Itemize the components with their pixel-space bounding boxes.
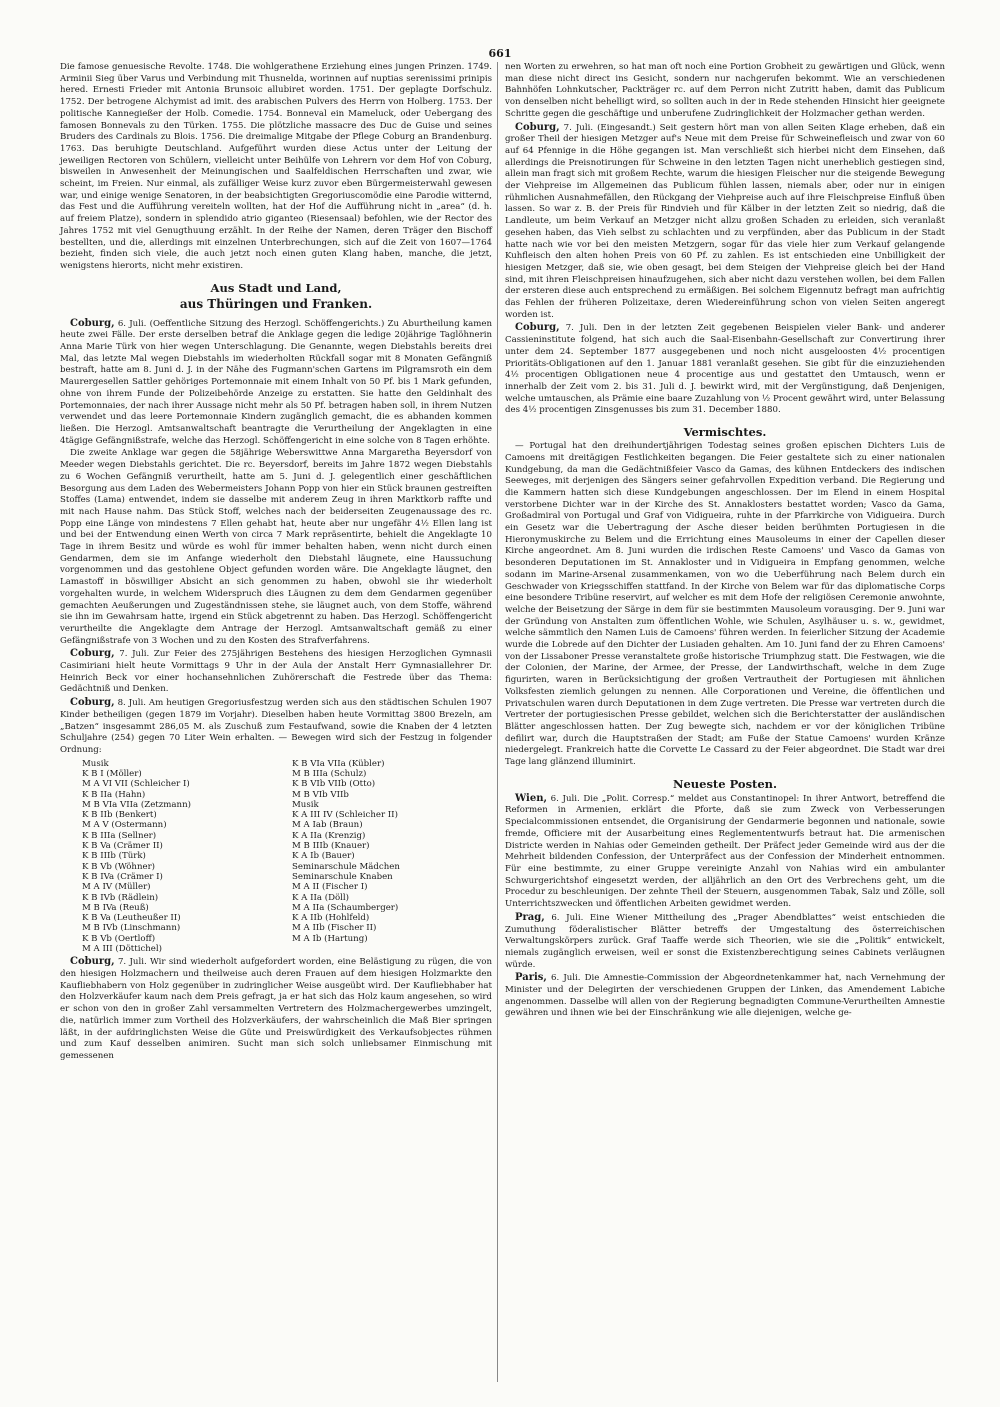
article-body: 7. Juli. Wir sind wiederholt aufgefordert worden, eine Belästigung zu rügen, die von den hiesigen Holzmachern und theilweise auch deren Frauen auf dem hiesigen Holzmarkte den Kaufliebhabern von Holz gegenüber in zudringlicher Weise ausgeübt wird. Der Kaufliebhaber hat den Holzverkäufer kaum nach dem Preis gefragt, ja er hat sich das Holz kaum angesehen, so wird er schon von den in großer Zahl versammelten Vertretern des Holzmachergewerbes umzingelt, die, natürlich immer zum Vortheil des Holzverkäufers, der wahrscheinlich die Maß Bier springen läßt, in der aufdringlichsten Weise die Güte und Preiswürdigkeit des Verkaufsobjectes rühmen und zum Kauf desselben animiren. Sucht man sich solch unliebsamer Einmischung mit gemessenen <box>60 957 492 1061</box>
section-heading: Aus Stadt und Land, <box>210 280 342 295</box>
order-entry: M B IVb (Linschmann) <box>82 923 181 934</box>
order-entry: M A II (Fischer I) <box>292 882 368 893</box>
order-entry: K B IIIa (Sellner) <box>82 830 157 841</box>
order-entry: M A Ib (Hartung) <box>292 933 368 944</box>
order-entry: M B IIIb (Knauer) <box>292 841 370 852</box>
order-entry: Musik <box>292 799 319 810</box>
dateline: Prag, <box>515 911 545 923</box>
order-entry: M B IVa (Reuß) <box>82 902 149 913</box>
article-coburg-1 <box>60 318 492 448</box>
article-coburg-4 <box>60 956 492 1062</box>
order-entry: M A III (Döttichel) <box>82 944 162 955</box>
order-entry: K B VIb VIIb (Otto) <box>292 779 376 790</box>
order-entry: K B VIa VIIa (Kübler) <box>292 758 385 769</box>
right-column <box>505 62 945 1021</box>
order-entry: M B IIIa (Schulz) <box>292 768 367 779</box>
dateline: Coburg, <box>70 317 115 329</box>
order-entry: K B Va (Crämer II) <box>82 841 163 852</box>
article-prag <box>505 912 945 972</box>
order-entry: K B Vb (Oertloff) <box>82 933 156 944</box>
order-entry: K A IIa (Krenzig) <box>292 830 366 841</box>
article-coburg-3 <box>60 697 492 757</box>
order-entry: M B VIa VIIa (Zetzmann) <box>82 799 191 810</box>
intro-paragraph: Die famose genuesische Revolte. 1748. Die wohlgerathene Erziehung eines jungen Prinzen. 1749. Arminii Sieg über Varus und Verbindung mit Thusnelda, worinnen auf nuptias serenissimi prinipis hered. Ernesti Frieder mit Antonia Brunsoic allubiret worden. 1751. Der geplagte Dorfschulz. 1752. Der betrogene Alchymist ad imit. des arabischen Pulvers des Herrn von Holberg. 1753. Der politische Kannegießer der Holb. Comedie. 1754. Bonneval ein Mameluck, oder Uebergang des famosen Bonnevals zu den Türken. 1755. Die plötzliche massacre des Duc de Guise und seines Bruders des Cardinals zu Blois. 1756. Die dreimalige Mitgabe der Pflege Coburg an Brandenburg. 1763. Das beruhigte Deutschland. Aufgeführt wurden diese Actus unter der Leitung der jeweiligen Rectoren von Schülern, vielleicht unter Beihülfe von Lehrern vor dem Hof von Coburg, bisweilen in Anwesenheit der Meinungischen und Saalfeldischen Herrschaften und zwar, wie scheint, im Freien. Nur einmal, als zufälliger Weise kurz zuvor eben Bürgermeisterwahl gewesen war, und einige wenige Senatoren, in der beabsichtigten Gregoriuscomödie eine Parodie witternd, das Fest und die Aufführung vereiteln wollten, hat der Hof die Aufführung nicht in „area“ (d. h. auf freiem Platze), sondern in splendido atrio giganteo (Riesensaal) befohlen, wie der Rector des Jahres 1752 mit viel Genugthuung erzählt. In der Reihe der Namen, deren Träger den Bischoff bestellten, und die, allerdings mit einzelnen Unterbrechungen, sich auf die Zeit von 1607—1764 bezieht, finden sich viele, die auch jetzt noch einen guten Klang haben, manche, die jetzt, wenigstens hierorts, nicht mehr existiren. <box>60 62 492 271</box>
dateline: Coburg, <box>515 322 560 334</box>
order-entry: M A VI VII (Schleicher I) <box>82 779 190 790</box>
article-coburg-2 <box>60 648 492 696</box>
dateline: Coburg, <box>70 697 115 709</box>
order-entry: K A IIb (Hohlfeld) <box>292 913 370 924</box>
article-paris <box>505 972 945 1020</box>
order-entry: Musik <box>82 758 109 769</box>
order-entry: Seminarschule Mädchen <box>292 861 400 872</box>
order-entry: M A IIb (Fischer II) <box>292 923 377 934</box>
order-entry: M B VIb VIIb <box>292 789 349 800</box>
order-entry: K B Va (Leutheußer II) <box>82 913 181 924</box>
article-body: 7. Juli. (Eingesandt.) Seit gestern hört man von allen Seiten Klage erheben, daß ein großer Theil der hiesigen Metzger auf's Neue mit dem Preise für Schweinefleisch und zwar von 60 auf 64 Pfennige in die Höhe gegangen ist. Man verschließt sich hierbei nicht dem Einsehen, daß allerdings die Preisnotirungen für Schweine in den letzten Tagen nicht unerheblich gestiegen sind, allein man fragt sich mit großem Rechte, warum die hiesigen Fleischer nur die steigende Bewegung der Viehpreise im Allgemeinen das Publicum fühlen lassen, niemals aber, oder nur in einigen rühmlichen Ausnahmefällen, den Rückgang der Viehpreise auch auf ihre Fleischpreise Einfluß üben lassen. So war z. B. der Preis für Rindvieh und für Kälber in der letzten Zeit so niedrig, daß die Landleute, um beim Verkauf an Metzger nicht allzu großen Schaden zu erleiden, sich veranlaßt gesehen haben, das Vieh selbst zu schlachten und zu verpfünden, aber das Publicum in der Stadt hatte nach wie vor bei den meisten Metzgern, sogar für das viele hier zum Verkauf gelangende Kuhfleisch den alten hohen Preis von 60 Pf. zu zahlen. Es ist entschieden eine Unbilligkeit der hiesigen Metzger, daß sie, wie oben gesagt, bei dem Steigen der Viehpreise gleich bei der Hand sind, mit ihren Fleischpreisen hinaufzugehen, sich aber nicht dazu verstehen wollen, bei dem Fallen der ersteren diese auch entsprechend zu ermäßigen. Bei solchem Eigennutz befragt man aufrichtig das Fehlen der früheren Polizeitaxe, deren Wiedereinführung schon von vielen Seiten angeregt worden ist. <box>505 122 946 320</box>
order-entry: Seminarschule Knaben <box>292 871 393 882</box>
order-entry: K B Vb (Wöhner) <box>82 861 156 872</box>
article-wien <box>505 793 945 911</box>
article-body: 6. Juli. Die Amnestie-Commission der Abgeordnetenkammer hat, nach Vernehmung der Minister und der Delegirten der verschiedenen Gruppen der Linken, das Amendement Labiche angenommen. Dasselbe will allen von der Regierung begnadigten Commune-Verurtheilten Amnestie gewähren und ihnen wie bei der Einschränkung wie alle diejenigen, welche ge- <box>505 973 946 1019</box>
order-entry <box>292 944 492 954</box>
order-col-2 <box>292 759 492 955</box>
order-entry: K B I (Möller) <box>82 768 142 779</box>
article-body: 7. Juli. Den in der letzten Zeit gegebenen Beispielen vieler Bank- und anderer Cassieninstitute folgend, hat sich auch die Saal-Eisenbahn-Gesellschaft zur Convertirung ihrer unter dem 24. September 1877 ausgegebenen und noch nicht ausgeloosten 4½ procentigen Prioritäts-Obligationen auf den 1. Januar 1881 veranlaßt gesehen. Sie gibt für die einzuziehenden 4½ procentigen Obligationen neue 4 procentige aus und gestattet den Umtausch, wenn er innerhalb der Zeit vom 2. bis 31. Juli d. J. bewirkt wird, mit der Vergünstigung, daß Denjenigen, welche umtauschen, als Prämie eine baare Zuzahlung von ½ Procent gewährt wird, unter Belassung des 4½ procentigen Zinsgenusses bis zum 31. December 1880. <box>505 323 945 416</box>
article-body: 8. Juli. Am heutigen Gregoriusfestzug werden sich aus den städtischen Schulen 1907 Kinder betheiligen (gegen 1879 im Vorjahr). Dieselben haben heute Vormittag 3800 Brezeln, am „Batzen“ insgesammt 286,05 M. als Zuschuß zum Festaufwand, sowie die Knaben der 4 letzten Schuljahre (254) gegen 70 Liter Wein erhalten. — Bewegen wird sich der Festzug in folgender Ordnung: <box>60 698 492 755</box>
article-body: 6. Juli. (Oeffentliche Sitzung des Herzogl. Schöffengerichts.) Zu Aburtheilung kamen heute zwei Fälle. Der erste derselben betraf die Anklage gegen die ledige 20jährige Taglöhnerin Anna Marie Türk von hier wegen Unterschlagung. Die Genannte, wegen Diebstahls bereits drei Mal, das letzte Mal wegen Diebstahls im wiederholten Rückfall sogar mit 8 Monaten Gefängniß bestraft, hatte am 8. Juni d. J. in der Nähe des Fugmann'schen Gartens im Pilgramsroth ein dem Maurergesellen Sattler gehöriges Portemonnaie mit einem Inhalt von 50 Pf. bis 1 Mark gefunden, ohne von ihrem Funde der Polizeibehörde Anzeige zu erstatten. Sie hatte den Geldinhalt des Portemonnaies, der nach ihrer Aussage nicht mehr als 50 Pf. betragen haben soll, in ihrem Nutzen verwendet und das leere Portemonnaie Kindern zugänglich gemacht, die es abhanden kommen ließen. Die Herzogl. Amtsanwaltschaft beantragte die Verurtheilung der Angeklagten in eine 4tägige Gefängnißstrafe, welche das Herzogl. Schöffengericht in eine solche von 8 Tagen erhöhte. <box>60 318 492 446</box>
order-brace-note: (Otto) <box>346 779 376 790</box>
order-entry: M A Iab (Braun) <box>292 820 363 831</box>
left-column <box>60 62 492 1064</box>
procession-order-table <box>82 759 492 955</box>
order-entry: K B IVb (Rädlein) <box>82 892 159 903</box>
continued-paragraph: nen Worten zu erwehren, so hat man oft noch eine Portion Grobheit zu gewärtigen und Glück, wenn man diese nicht direct ins Gesicht, sondern nur nachgerufen bekommt. Wie an verschiedenen Bahnhöfen Lohnkutscher, Packträger rc. auf dem Perron nicht Zutritt haben, damit das Publicum von denselben nicht behelligt wird, so sollten auch in der in Rede stehenden Hinsicht hier geeignete Schritte gegen die geschäftige und unberufene Zudringlichkeit der Holzmacher gethan werden. <box>505 62 945 119</box>
section-heading-neueste-posten: Neueste Posten. <box>672 776 778 791</box>
article-body: 6. Juli. Die „Polit. Corresp.“ meldet aus Constantinopel: In ihrer Antwort, betreffend die Reformen in Armenien, erklärt die Pforte, daß sie zum Zweck von Verbesserungen Specialcommissionen entsendet, die Organisirung der Gendarmerie begonnen und nationale, sowie fremde, Officiere mit der Ausarbeitung eines Reglemententwurfs betraut hat. Die armenischen Districte werden in Nahias oder Gemeinden getheilt. Der Präfect jeder Gemeinde wird aus der die Mehrheit bildenden Confession, der Unterpräfect aus der Confession der Minderheit entnommen. Für eine bestimmte, zu einer Gruppe vereinigte Anzahl von Nahias wird ein ambulanter Schwurgerichtshof eingesetzt werden, der alljährlich an den Ort des Verbrechens geht, um die Procedur zu beschleunigen. Der zehnte Theil der Steuern, ausgenommen Tabak, Salz und Zölle, soll Unterrichtszwecken und öffentlichen Arbeiten gewidmet werden. <box>505 793 945 910</box>
page-number: 661 <box>488 47 512 60</box>
article-coburg-5 <box>505 122 945 322</box>
dateline: Paris, <box>515 972 547 984</box>
order-entry: M A IV (Müller) <box>82 882 151 893</box>
order-entry: M A IIa (Schaumberger) <box>292 902 399 913</box>
order-entry: K B IIb (Benkert) <box>82 810 157 821</box>
order-entry: K A III IV (Schleicher II) <box>292 810 398 821</box>
order-entry: K B IIa (Hahn) <box>82 789 146 800</box>
order-col-1 <box>82 759 282 955</box>
article-body: 6. Juli. Eine Wiener Mittheilung des „Prager Abendblattes“ weist entschieden die Zumuthung föderalistischer Blätter betreffs der Umgestaltung des österreichischen Verwaltungskörpers zurück. Graf Taaffe werde sich Theorien, wie sie die „Politik“ entwickelt, niemals zugänglich erweisen, weil er sonst die Existenzberechtigung seines Cabinets verläugnen würde. <box>505 912 945 970</box>
section-heading-vermischtes: Vermischtes. <box>683 425 767 440</box>
section-subheading: aus Thüringen und Franken. <box>179 296 373 311</box>
article-portugal: — Portugal hat den dreihundertjährigen Todestag seines großen epischen Dichters Luis de Camoens mit dreitägigen Festlichkeiten begangen. Die Feier gestaltete sich zu einer nationalen Kundgebung, da man die Gedächtnißfeier Vasco da Gamas, des kühnen Entdeckers des indischen Seeweges, mit derjenigen des Sängers seiner gefahrvollen Expedition verband. Die Regierung und die Kammern hatten sich diese Kundgebungen angeschlossen. Der im Elend in einem Hospital verstorbene Dichter war in der Kirche des St. Annaklosters bestattet worden; Vasco da Gama, Großadmiral von Portugal und Graf von Vidigueira, ruhte in der Pfarrkirche von Vidigueira. Durch ein Gesetz war die Uebertragung der Asche dieser beiden berühmten Portugiesen in die Hieronymuskirche zu Belem und die Errichtung eines Mausoleums in einer der Capellen dieser Kirche angeordnet. Am 8. Juni wurden die irdischen Reste Camoens' und Vasco da Gamas von besonderen Deputationen im St. Annakloster und in Vidigueira in Empfang genommen, welche sodann im Marine-Arsenal zusammenkamen, von wo die Ueberführung nach Belem durch ein Geschwader von Kriegsschiffen stattfand. In der Kirche von Belem war für das diplomatische Corps eine besondere Tribüne reservirt, auf welcher es mit dem Hofe der religiösen Ceremonie anwohnte, welche der Beisetzung der Särge in dem für sie bestimmten Mausoleum vorausging. Der 9. Juni war der Gründung von Anstalten zum öffentlichen Wohle, wie Schulen, Asylhäuser u. s. w., gewidmet, welche sämmtlich den Namen Luis de Camoens' führen werden. In feierlicher Sitzung der Academie wurde die Lobrede auf den Dichter der Lusiaden gehalten. Am 10. Juni fand der zu Ehren Camoens' von der Lissaboner Presse veranstaltete große historische Triumphzug statt. Die Festwagen, wie die der Colonien, der Marine, der Armee, der Presse, der Landwirthschaft, welche in dem Zuge figurirten, waren in Berücksichtigung der großen Vertrautheit der Portugiesen mit ähnlichen Volksfesten ziemlich gelungen zu nennen. Alle Corporationen und Vereine, die öffentlichen und Privatschulen waren durch Deputationen in dem Zuge vertreten. Die Presse war vertreten durch die Vertreter der portugiesischen Presse gebildet, welchen sich die Berichterstatter der ausländischen Blätter angeschlossen hatten. Der Zug bewegte sich, nachdem er vor der königlichen Tribüne defilirt war, durch die Hauptstraßen der Stadt; am Fuße der Statue Camoens' wurden Kränze niedergelegt. Frankreich hatte die Corvette Le Cassard zu der Feier abgeordnet. Die Stadt war drei Tage lang glänzend illuminirt. <box>505 441 945 768</box>
order-entry: K A Ib (Bauer) <box>292 851 355 862</box>
order-entry: M A V (Ostermann) <box>82 820 167 831</box>
column-divider <box>497 62 498 1382</box>
dateline: Coburg, <box>70 648 115 660</box>
order-entry: K B IVa (Crämer I) <box>82 871 163 882</box>
article-coburg-6 <box>505 322 945 417</box>
dateline: Coburg, <box>70 956 115 968</box>
dateline: Wien, <box>515 792 547 804</box>
order-entry: K A IIa (Döll) <box>292 892 350 903</box>
article-body: 7. Juli. Zur Feier des 275jährigen Bestehens des hiesigen Herzoglichen Gymnasii Casimiriani hielt heute Vormittags 9 Uhr in der Aula der Anstalt Herr Gymnasiallehrer Dr. Heinrich Beck vor einer hochansehnlichen Zuhörerschaft die Festrede über das Thema: Gedächtniß und Denken. <box>60 649 492 695</box>
article-coburg-1-part2: Die zweite Anklage war gegen die 58jährige Weberswittwe Anna Margaretha Beyersdorf von Meeder wegen Diebstahls gerichtet. Die rc. Beyersdorf, bereits im Jahre 1872 wegen Diebstahls zu 6 Wochen Gefängniß verurtheilt, hatte am 5. Juni d. J. gelegentlich einer geschäftlichen Besorgung aus dem Laden des Webermeisters Johann Popp von hier ein Stück braunen gestreiften Stoffes (Lama) entwendet, indem sie dasselbe mit anderem Zeug in ihren Marktkorb raffte und mit nach Hause nahm. Das Stück Stoff, welches nach der beiderseiten Zeugenaussage des rc. Popp eine Länge von mindestens 7 Ellen gehabt hat, heute aber nur ungefähr 4½ Ellen lang ist und bei der Entwendung einen Werth von circa 7 Mark repräsentirte, behielt die Angeklagte 10 Tage in ihrem Besitz und würde es wohl für immer behalten haben, wenn nicht durch einen Gendarmen, dem sie im Anfange wiederholt den Diebstahl läugnete, eine Haussuchung vorgenommen und das gestohlene Object gefunden worden wäre. Die Angeklagte läugnet, den Lamastoff in böswilliger Absicht an sich genommen zu haben, obwohl sie ihr wiederholt vorgehalten wurde, in welchem Widerspruch dies Läugnen zu dem dem Gendarmen gegenüber gemachten Aeußerungen und Zugeständnissen stehe, sie läugnet auch, von dem Stoffe, während sie ihn im Gewahrsam hatte, irgend ein Stück abgetrennt zu haben. Das Herzogl. Schöffengericht verurtheilte die Angeklagte dem Antrage der Herzogl. Amtsanwaltschaft gemäß zu einer Gefängnißstrafe von 3 Wochen und zu den Kosten des Strafverfahrens. <box>60 448 492 646</box>
order-entry: K B IIIb (Türk) <box>82 851 146 862</box>
dateline: Coburg, <box>515 121 560 133</box>
